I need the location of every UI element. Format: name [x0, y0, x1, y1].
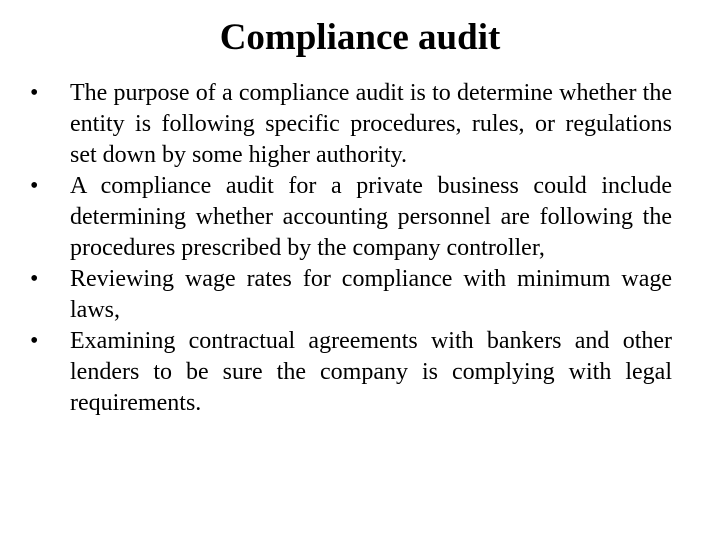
bullet-text: Reviewing wage rates for compliance with minimum wage laws, — [70, 266, 672, 323]
bullet-dot-icon: • — [30, 173, 39, 199]
bullet-dot-icon: • — [30, 80, 39, 106]
bullet-item-contractual-agreements — [30, 326, 672, 419]
bullet-dot-icon: • — [30, 328, 39, 354]
slide-title: Compliance audit — [219, 17, 501, 58]
bullet-item-purpose — [30, 78, 672, 171]
bullet-text: A compliance audit for a private business could include determining whether accounting personnel are following the procedures prescribed by the company controller, — [70, 173, 672, 261]
bullet-text: Examining contractual agreements with bankers and other lenders to be sure the company is complying with legal requirements. — [70, 328, 672, 416]
bullet-item-private-business — [30, 171, 672, 264]
bullet-list — [30, 78, 672, 419]
bullet-item-wage-rates — [30, 264, 672, 326]
bullet-dot-icon: • — [30, 266, 39, 292]
bullet-text: The purpose of a compliance audit is to determine whether the entity is following specific procedures, rules, or regulations set down by some higher authority. — [70, 80, 672, 168]
